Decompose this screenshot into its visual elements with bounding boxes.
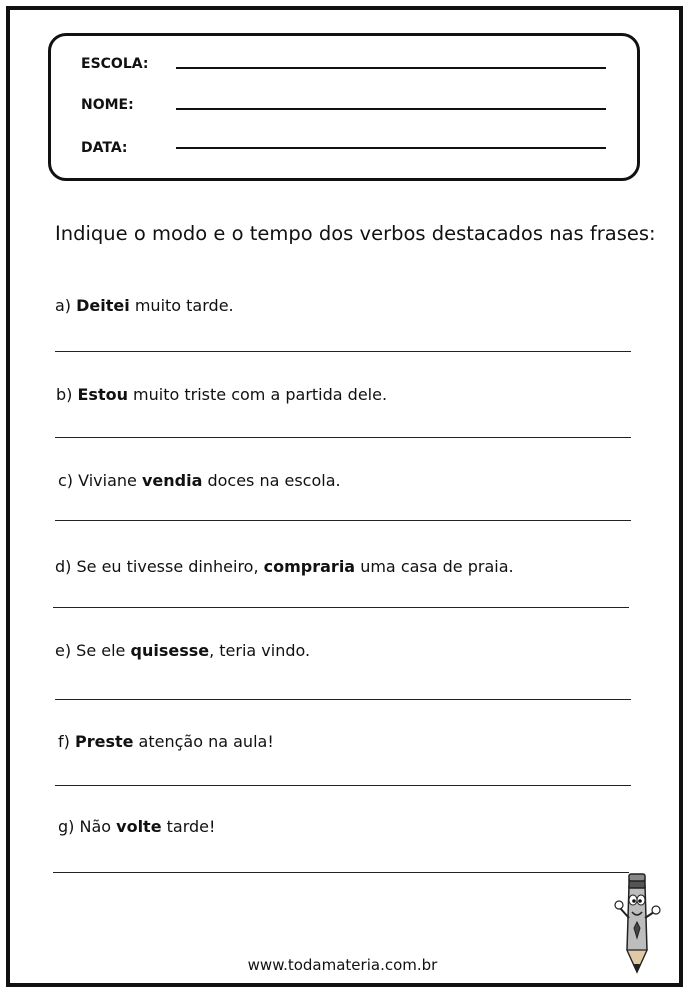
question-suffix: muito triste com a partida dele. (127, 385, 388, 404)
name-label: NOME: (81, 97, 134, 113)
question-b (56, 385, 387, 404)
question-suffix: atenção na aula! (133, 732, 274, 751)
highlighted-verb: vendia (141, 471, 203, 490)
question-a (55, 296, 234, 315)
date-label: DATA: (81, 140, 128, 156)
highlighted-verb: Deitei (76, 296, 130, 315)
question-suffix: uma casa de praia. (355, 557, 514, 576)
question-prefix: c) Viviane (58, 471, 142, 490)
answer-line-c[interactable] (55, 520, 631, 521)
question-suffix: , teria vindo. (209, 641, 311, 660)
footer-url[interactable]: www.todamateria.com.br (247, 956, 438, 974)
highlighted-verb: compraria (263, 557, 356, 576)
highlighted-verb: quisesse (130, 641, 210, 660)
answer-line-b[interactable] (55, 437, 631, 438)
question-c (58, 471, 341, 490)
answer-line-f[interactable] (55, 785, 631, 786)
answer-line-d[interactable] (53, 607, 629, 608)
question-prefix: b) (56, 385, 78, 404)
question-suffix: muito tarde. (129, 296, 234, 315)
question-prefix: f) (58, 732, 75, 751)
question-g (58, 817, 215, 836)
question-suffix: doces na escola. (202, 471, 341, 490)
school-label: ESCOLA: (81, 56, 149, 72)
question-d (55, 557, 514, 576)
question-e (55, 641, 310, 660)
highlighted-verb: Preste (74, 732, 134, 751)
answer-line-e[interactable] (55, 699, 631, 700)
name-write-line[interactable] (176, 108, 606, 110)
question-suffix: tarde! (161, 817, 216, 836)
school-write-line[interactable] (176, 67, 606, 69)
question-prefix: d) Se eu tivesse dinheiro, (55, 557, 264, 576)
highlighted-verb: Estou (77, 385, 128, 404)
date-write-line[interactable] (176, 147, 606, 149)
question-prefix: a) (55, 296, 77, 315)
question-prefix: g) Não (58, 817, 117, 836)
student-info-box (48, 33, 640, 181)
question-f (58, 732, 274, 751)
highlighted-verb: volte (116, 817, 162, 836)
instruction-text: Indique o modo e o tempo dos verbos destacados nas frases: (55, 222, 656, 245)
answer-line-g[interactable] (53, 872, 629, 873)
question-prefix: e) Se ele (55, 641, 131, 660)
answer-line-a[interactable] (55, 351, 631, 352)
